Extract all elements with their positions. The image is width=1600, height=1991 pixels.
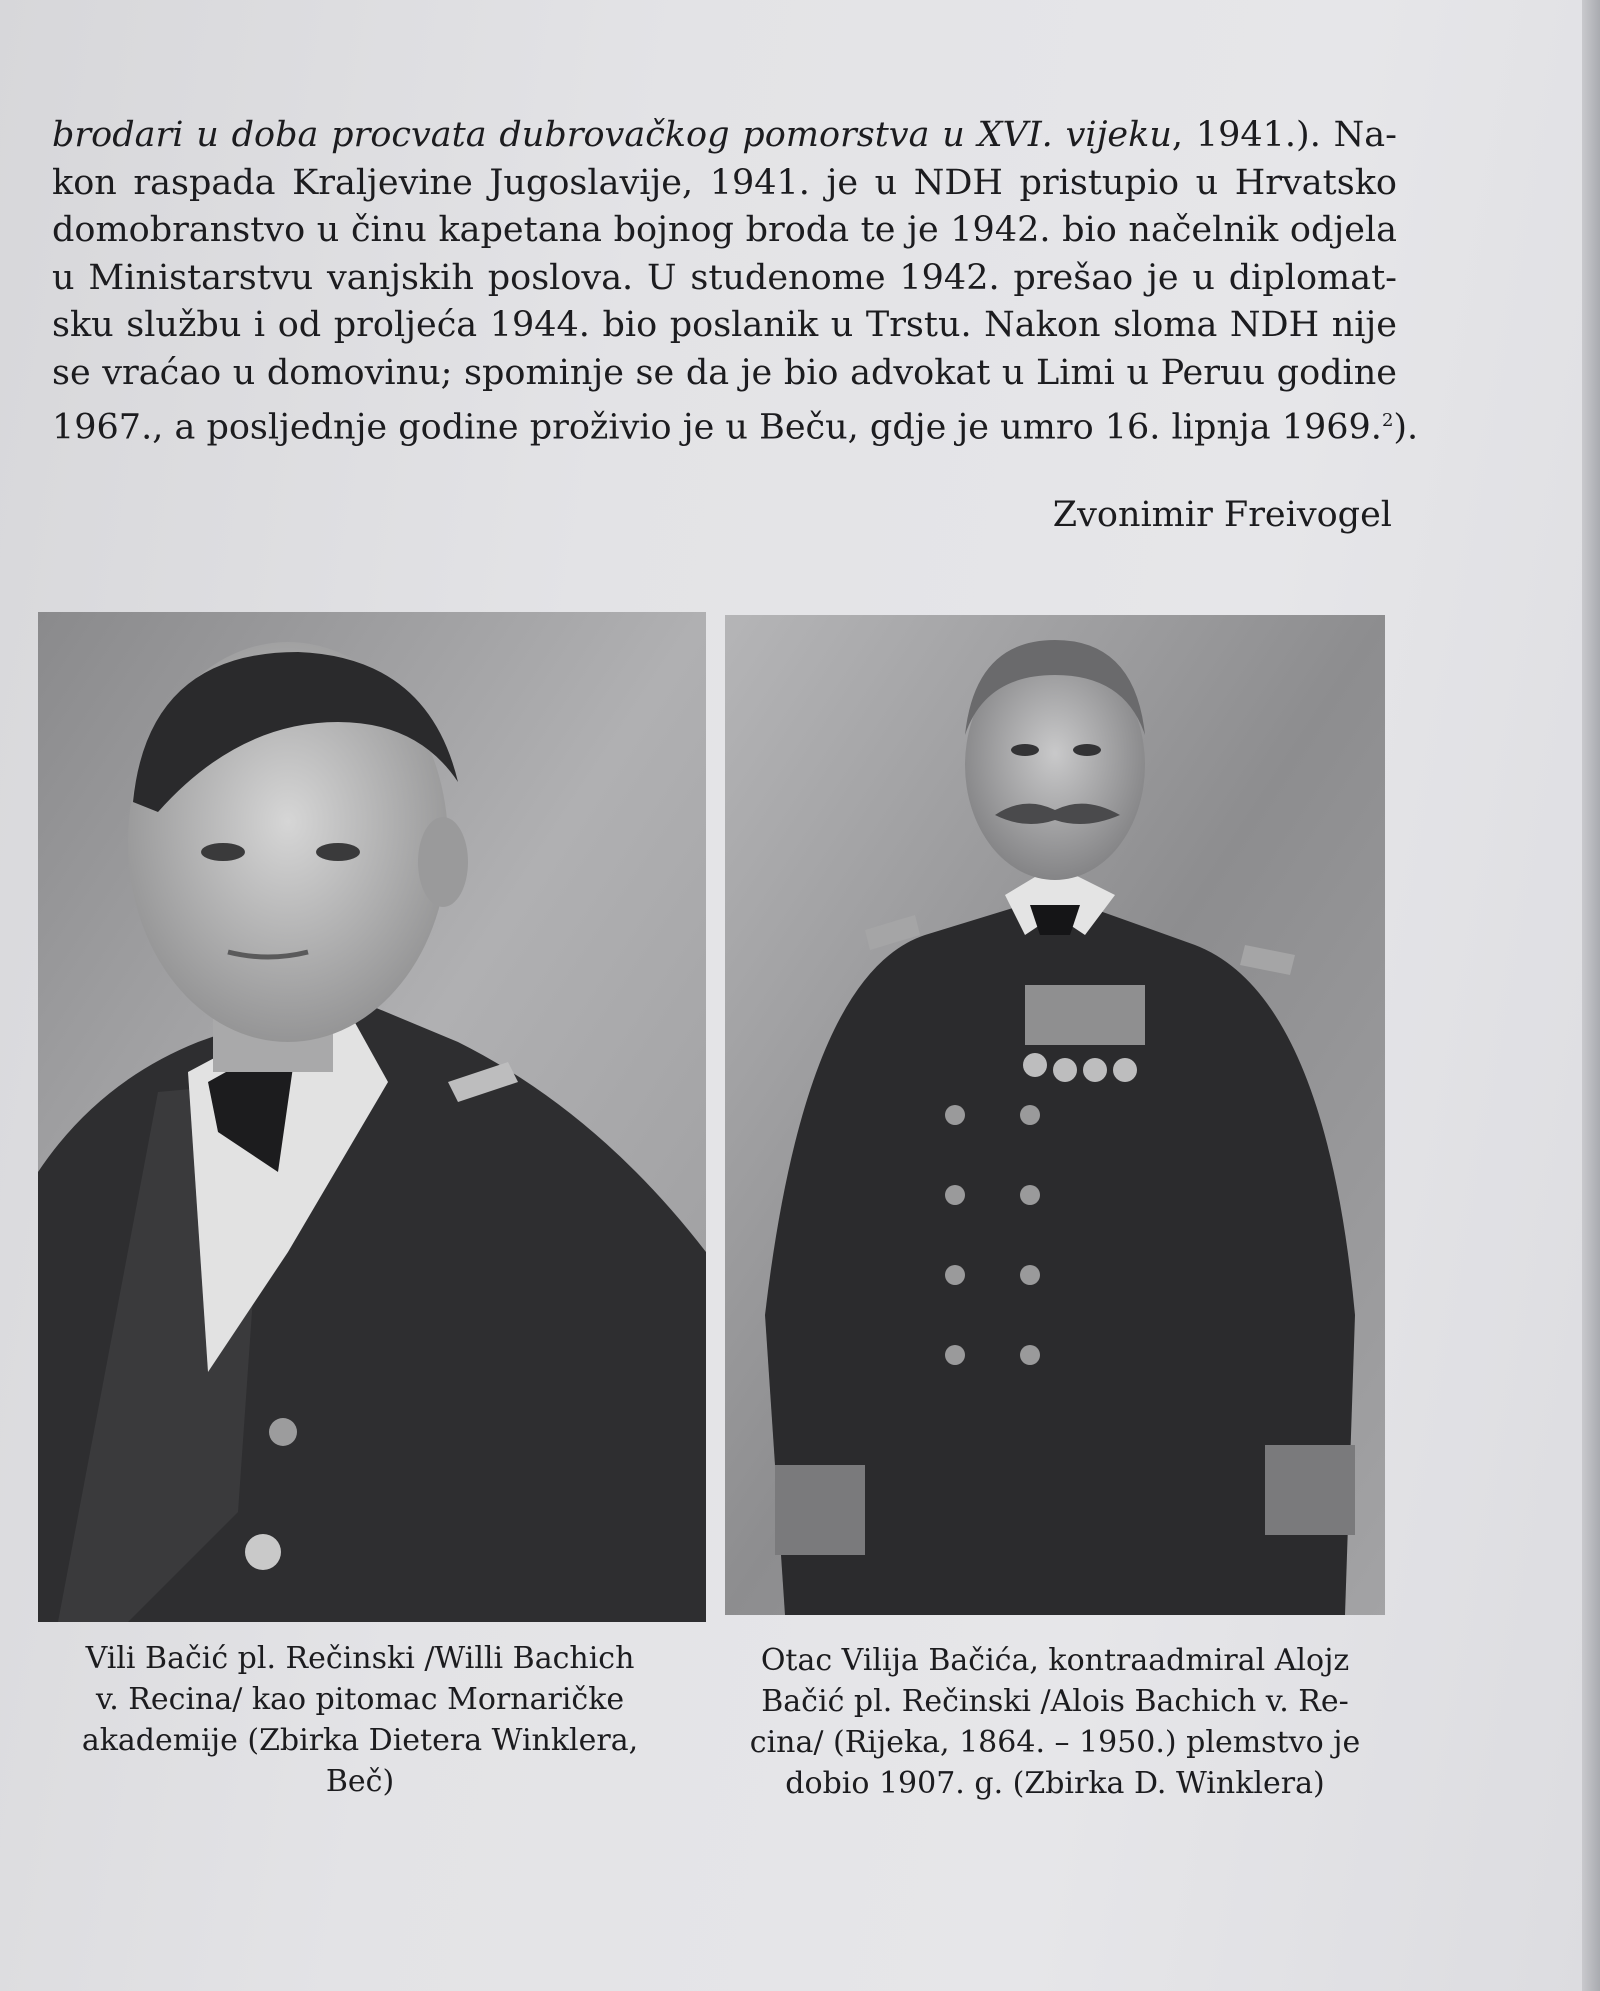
body-line-1: brodari u doba procvata dubrovačkog pomorstva u XVI. vijeku, 1941.). Na- xyxy=(52,115,1397,155)
body-line-4: u Ministarstvu vanjskih poslova. U studenome 1942. prešao je u diplomat- xyxy=(52,257,1397,298)
book-title-italic: brodari u doba procvata dubrovačkog pomorstva u XVI. vijeku xyxy=(52,115,1172,155)
page-edge-shadow xyxy=(1582,0,1600,1991)
body-line-6: se vraćao u domovinu; spominje se da je bio advokat u Limi u Peruu godine xyxy=(52,352,1397,393)
body-line-2: kon raspada Kraljevine Jugoslavije, 1941. je u NDH pristupio u Hrvatsko xyxy=(52,162,1397,203)
body-line-7: 1967., a posljednje godine proživio je u Beču, gdje je umro 16. lipnja 1969.$^2$). xyxy=(52,407,1419,448)
caption-rear-admiral: Otac Vilija Bačića, kontraadmiral Alojz Bačić pl. Rečinski /Alois Bachich v. Re- cina/ (Rijeka, 1864. – 1950.) plemstvo je dobio 1907. g. (Zbirka D. Winklera) xyxy=(749,1643,1361,1801)
footnote-ref: 2 xyxy=(1381,410,1394,431)
body-line-3: domobranstvo u činu kapetana bojnog broda te je 1942. bio načelnik odjela xyxy=(52,210,1397,250)
author-signature: Zvonimir Freivogel xyxy=(1052,495,1392,535)
body-line-5: sku službu i od proljeća 1944. bio poslanik u Trstu. Nakon sloma NDH nije xyxy=(52,305,1397,345)
admiral-portrait-illustration xyxy=(725,615,1385,1615)
body-paragraph xyxy=(52,112,1419,452)
cadet-portrait-illustration xyxy=(38,612,706,1622)
caption-cadet: Vili Bačić pl. Rečinski /Willi Bachich v. Recina/ kao pitomac Mornaričke akademije (Zbirka Dietera Winklera, Beč) xyxy=(81,1641,639,1799)
photo-cadet xyxy=(38,612,706,1622)
photo-rear-admiral xyxy=(725,615,1385,1615)
